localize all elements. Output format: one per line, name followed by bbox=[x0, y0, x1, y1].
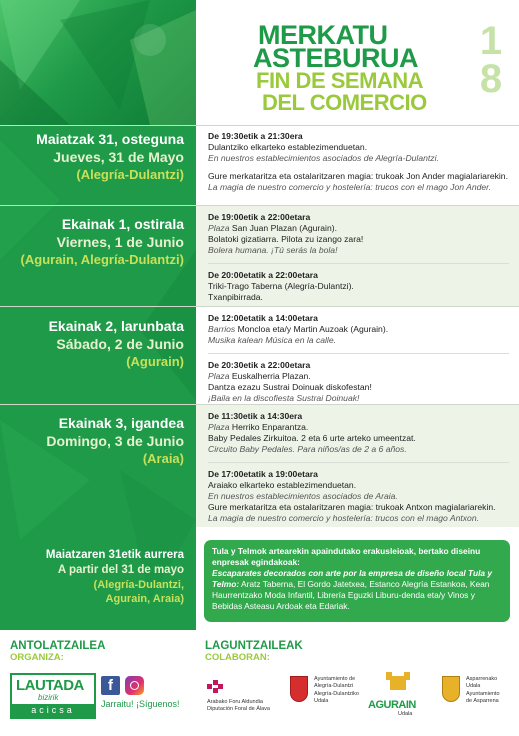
organizer-heading bbox=[10, 640, 105, 664]
agurain-wordmark: AGURAIN bbox=[368, 699, 416, 711]
logo-caption: Asparrenako bbox=[466, 676, 498, 682]
event bbox=[208, 411, 509, 455]
logo-caption: Arabako Foru Aldundia bbox=[207, 699, 263, 705]
event-location-text: Herriko Enparantza. bbox=[229, 422, 309, 432]
promo-basque: Tula y Telmok artearekin apaindutako erakusleioak, bertako diseinu enpresak egindakoak: bbox=[212, 546, 481, 567]
logo-caption: Diputación Foral de Álava bbox=[207, 705, 270, 712]
title-line-3: FIN DE SEMANA bbox=[256, 68, 424, 93]
asparrena-caption bbox=[466, 676, 516, 704]
event-time: De 12:00etatik a 14:00etara bbox=[208, 313, 318, 323]
organizer-title: ANTOLATZAILEA bbox=[10, 640, 106, 652]
event bbox=[208, 212, 509, 256]
logo-caption: Alegría-Dulantzi bbox=[314, 682, 354, 689]
event-text: Dulantziko elkarteko establezimenduetan. bbox=[208, 142, 368, 152]
logo-caption: Ayuntamiento de bbox=[314, 676, 356, 682]
event-separator bbox=[208, 263, 509, 264]
day-2-header bbox=[0, 215, 196, 269]
instagram-icon[interactable] bbox=[125, 676, 144, 695]
day-2-events bbox=[196, 206, 519, 306]
event-location bbox=[208, 371, 509, 382]
event-time: De 20:30etik a 22:00etara bbox=[208, 360, 311, 370]
logo-caption: Ayuntamiento bbox=[466, 691, 500, 697]
alegria-caption bbox=[314, 676, 364, 704]
logo-caption: de Asparrena bbox=[466, 697, 499, 704]
event-text: Txanpibirrada. bbox=[208, 292, 263, 302]
exhibit-spanish: A partir del 31 de mayo bbox=[57, 564, 184, 576]
event-time: De 19:30etik a 21:30era bbox=[208, 131, 303, 141]
event-location-text: San Juan Plazan (Agurain). bbox=[229, 223, 337, 233]
event-text-spanish: Musika kalean Música en la calle. bbox=[208, 335, 337, 345]
day-2-spanish: Viernes, 1 de Junio bbox=[56, 234, 184, 250]
day-4-spanish: Domingo, 3 de Junio bbox=[46, 433, 184, 449]
event bbox=[208, 313, 509, 346]
event bbox=[208, 171, 509, 193]
event-time: De 20:00etatik a 22:00etara bbox=[208, 270, 318, 280]
facebook-icon[interactable]: f bbox=[101, 676, 120, 695]
collaborators-subtitle: COLABORAN: bbox=[205, 652, 270, 663]
event-location-text: Moncloa eta/y Martin Auzoak (Agurain). bbox=[235, 324, 389, 334]
logo-caption: Udala bbox=[398, 711, 413, 717]
edition-digit-1: 1 bbox=[479, 19, 503, 63]
event-location-prefix: Barrios bbox=[208, 324, 236, 334]
event-time: De 19:00etik a 22:00etara bbox=[208, 212, 311, 222]
exhibit-place-1: (Alegría-Dulantzi, bbox=[93, 579, 184, 591]
organizer-subtitle: ORGANIZA: bbox=[10, 652, 64, 663]
promo-spanish: Escaparates decorados con arte por la empresa de diseño local Tula y Telmo: bbox=[212, 568, 493, 589]
follow-text: Jarraitu! ¡Síguenos! bbox=[101, 699, 180, 709]
event bbox=[208, 469, 509, 524]
event-location-prefix: Plaza bbox=[208, 223, 230, 233]
agurain-castle-icon bbox=[368, 672, 428, 694]
event-text: Gure merkataritza eta ostalaritzaren magia: trukoak Antxon magialariarekin. bbox=[208, 502, 496, 512]
event-location-prefix: Plaza bbox=[208, 371, 230, 381]
day-2-place: (Agurain, Alegría-Dulantzi) bbox=[20, 252, 184, 267]
day-3-events bbox=[196, 307, 519, 403]
collaborators-title: LAGUNTZAILEAK bbox=[205, 640, 303, 652]
event-title bbox=[196, 18, 519, 123]
day-3-spanish: Sábado, 2 de Junio bbox=[56, 336, 184, 352]
day-3-basque: Ekainak 2, larunbata bbox=[48, 318, 184, 334]
logo-caption: Udala bbox=[466, 682, 481, 689]
event-text-spanish: En nuestros establecimientos asociados de Araia. bbox=[208, 491, 398, 501]
exhibit-basque: Maiatzaren 31etik aurrera bbox=[45, 549, 184, 561]
promo-shop-list: Aratz Taberna, El Gordo Jatetxea, Estanco Alegría Estankoa, Kean Haurrentzako Moda Infantil, Librería Eguzki Liburu-denda eta/y Vinos y Bebidas Asteasu Ardoak eta Edariak. bbox=[212, 579, 490, 611]
alava-emblem-icon bbox=[207, 680, 223, 694]
event-time: De 11:30etik a 14:30era bbox=[208, 411, 303, 421]
exhibit-header bbox=[0, 548, 196, 606]
event-text: Gure merkataritza eta ostalaritzaren magia: trukoak Jon Ander magialariarekin. bbox=[208, 171, 508, 181]
event-text: Bolatoki gizatiarra. Pilota zu izango zara! bbox=[208, 234, 364, 244]
day-2-basque: Ekainak 1, ostirala bbox=[61, 216, 184, 232]
day-4-basque: Ekainak 3, igandea bbox=[58, 415, 184, 431]
logo-text-script: bizirik bbox=[38, 693, 59, 702]
day-4-header bbox=[0, 414, 196, 468]
event-separator bbox=[208, 462, 509, 463]
logo-caption: Alegría-Dulantziko bbox=[314, 691, 359, 697]
event bbox=[208, 360, 509, 404]
event-text-spanish: Circuito Baby Pedales. Para niños/as de 2 a 6 años. bbox=[208, 444, 407, 454]
event-text-spanish: La magia de nuestro comercio y hostelería: trucos con el mago Antxon. bbox=[208, 513, 480, 523]
event-text-spanish: Bolera humana. ¡Tú serás la bola! bbox=[208, 245, 338, 255]
event-separator bbox=[208, 353, 509, 354]
title-line-2: ASTEBURUA bbox=[253, 43, 419, 73]
day-3-place: (Agurain) bbox=[126, 354, 184, 369]
event-location bbox=[208, 223, 509, 234]
event-location-prefix: Plaza bbox=[208, 422, 230, 432]
title-line-1: MERKATU bbox=[258, 20, 388, 50]
day-4-events bbox=[196, 405, 519, 527]
exhibit-place-2: Agurain, Araia) bbox=[105, 593, 184, 605]
event-location-text: Euskalherria Plazan. bbox=[229, 371, 311, 381]
event-text: Dantza ezazu Sustrai Doinuak diskofestan! bbox=[208, 382, 372, 392]
day-4-place: (Araia) bbox=[142, 451, 184, 466]
collaborator-logo-alava bbox=[207, 680, 279, 712]
edition-number bbox=[473, 19, 509, 101]
event-location bbox=[208, 324, 509, 335]
day-1-basque: Maiatzak 31, osteguna bbox=[36, 131, 184, 147]
day-3-header bbox=[0, 317, 196, 371]
event-text-spanish: ¡Baila en la discofiesta Sustrai Doinuak! bbox=[208, 393, 360, 403]
event-text-spanish: En nuestros establecimientos asociados de Alegría-Dulantzi. bbox=[208, 153, 439, 163]
logo-caption: Udala bbox=[314, 697, 329, 704]
asparrena-shield-icon bbox=[442, 676, 460, 702]
event-text: Araiako elkarteko establezimenduetan. bbox=[208, 480, 357, 490]
day-1-place: (Alegría-Dulantzi) bbox=[76, 167, 184, 182]
logo-text-main: LAUTADA bbox=[16, 677, 84, 694]
edition-digit-2: 8 bbox=[479, 57, 503, 101]
collaborator-logo-agurain bbox=[368, 672, 434, 718]
collaborators-heading bbox=[205, 640, 303, 664]
event bbox=[208, 270, 509, 303]
event-text-spanish: La magia de nuestro comercio y hostelería: trucos con el mago Jon Ander. bbox=[208, 182, 492, 192]
event-location bbox=[208, 422, 509, 433]
title-line-4: DEL COMERCIO bbox=[262, 90, 427, 115]
alegria-shield-icon bbox=[290, 676, 308, 702]
day-1-spanish: Jueves, 31 de Mayo bbox=[53, 149, 184, 165]
event-text: Baby Pedales Zirkuitoa. 2 eta 6 urte arteko umeentzat. bbox=[208, 433, 416, 443]
logo-text-band: acicsa bbox=[12, 704, 94, 717]
day-1-header bbox=[0, 130, 196, 184]
event bbox=[208, 131, 509, 164]
shop-window-box bbox=[204, 540, 510, 622]
lautada-logo bbox=[10, 673, 96, 719]
event-time: De 17:00etatik a 19:00etara bbox=[208, 469, 318, 479]
event-text: Triki-Trago Taberna (Alegría-Dulantzi). bbox=[208, 281, 354, 291]
day-1-events bbox=[196, 125, 519, 205]
